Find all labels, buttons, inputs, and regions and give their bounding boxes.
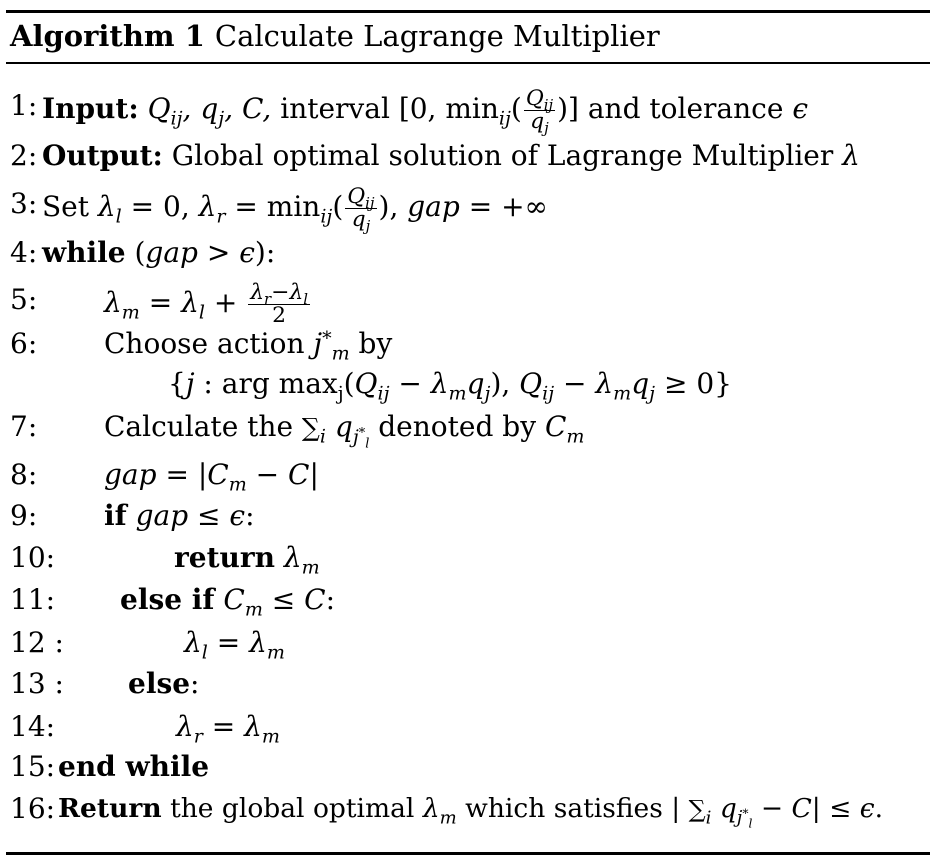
caption-rule: [6, 62, 930, 64]
algorithm-line-assign-right: [176, 709, 280, 748]
line-number: 5:: [10, 283, 38, 316]
line-text: denoted by: [378, 410, 537, 443]
math-expression: $C_m$: [544, 410, 585, 448]
line-number: 3:: [10, 187, 38, 220]
math-expression: λ: [842, 139, 860, 172]
line-text: Global optimal solution of Lagrange Multiplier: [171, 139, 834, 172]
algorithm-line-choose: [104, 326, 393, 365]
math-expression: $\lambda_l = 0$, $\lambda_r = \min_{ij}$( $\frac{Q_{ij}}{q_j}$ ), gap = +∞: [97, 184, 548, 236]
math-expression: $C_m \le C$:: [223, 583, 335, 621]
line-number: 7:: [10, 410, 38, 443]
algorithm-line-if: [104, 498, 255, 534]
line-text: Calculate the: [104, 410, 294, 443]
algorithm-line-midpoint: [104, 282, 312, 327]
line-text: by: [358, 327, 393, 360]
algorithm-line-calculate: [104, 409, 585, 452]
algorithm-line-else-if: [120, 582, 335, 621]
line-text: Choose action: [104, 327, 305, 360]
math-expression: (gap > ϵ):: [134, 236, 276, 269]
keyword-input: Input:: [42, 91, 139, 125]
line-number: 8:: [10, 458, 38, 491]
algorithm-line-set: [42, 184, 548, 236]
keyword-return-cap: Return: [58, 793, 162, 824]
keyword-if: if: [104, 499, 127, 532]
math-expression: {j : arg $\max_j(Q_{ij} - \lambda_mq_j)$, $Q_{ij} - \lambda_mq_j \ge 0$}: [168, 367, 732, 405]
algorithm-line-gap: [104, 457, 319, 496]
line-number: 1:: [10, 89, 38, 122]
keyword-return: return: [174, 541, 275, 574]
line-number: 9:: [10, 499, 38, 532]
line-number: 6:: [10, 327, 38, 360]
line-number: 10:: [10, 541, 56, 574]
math-expression: | $\sum_i$ $q_{j^*_l} - C| \le \epsilon$.: [671, 793, 884, 831]
line-text: the global optimal: [170, 793, 415, 824]
bottom-rule: [6, 852, 930, 855]
math-expression: $\lambda_m$: [283, 541, 320, 579]
line-text: which satisfies: [465, 793, 663, 824]
algorithm-line-return: [174, 540, 320, 579]
math-expression: ϵ: [792, 91, 809, 125]
math-expression: [0, $\min_{ij}$( $\frac{Q_{ij}}{q_j}$ )]: [398, 86, 579, 138]
algorithm-line-final-return: [58, 791, 884, 831]
algorithm-line-while: [42, 235, 275, 271]
algorithm-caption: [10, 16, 660, 56]
math-expression: gap = $|C_m - C|$: [104, 458, 319, 496]
algorithm-line-output: [42, 138, 860, 174]
math-expression: gap ≤ ϵ:: [135, 499, 255, 532]
line-number: 15:: [10, 750, 56, 783]
keyword-while: while: [42, 236, 126, 269]
math-expression: $j^*_m$: [313, 327, 350, 365]
top-rule: [6, 10, 930, 13]
line-number: 4:: [10, 236, 38, 269]
line-text: and tolerance: [587, 91, 784, 125]
keyword-end-while: end while: [58, 750, 210, 783]
line-number: 14:: [10, 710, 56, 743]
line-text: Set: [42, 189, 90, 223]
line-number: 11:: [10, 583, 56, 616]
keyword-else: else: [128, 667, 191, 700]
algorithm-line-assign-left: [184, 625, 285, 664]
keyword-output: Output:: [42, 139, 163, 172]
algorithm-line-end-while: [58, 749, 209, 785]
algorithm-line-argmax: [168, 366, 732, 405]
math-expression: $\lambda_m$: [422, 793, 457, 829]
line-number: 2:: [10, 139, 38, 172]
algorithm-line-else: else:: [128, 667, 200, 700]
algorithm-line-input: [42, 86, 809, 138]
algorithm-title: Calculate Lagrange Multiplier: [214, 19, 660, 53]
line-number: 16:: [10, 792, 56, 825]
math-expression: $Q_{ij}$, $q_j$, C,: [147, 91, 272, 130]
algorithm-label: Algorithm 1: [10, 19, 205, 53]
line-text: interval: [280, 91, 390, 125]
math-expression: $\lambda_m = \lambda_l$ + $\frac{\lambda_r-\lambda_l}{2}$: [104, 280, 309, 328]
math-expression: $\sum_i$ $q_{j^*_l}$: [301, 410, 370, 452]
line-number: 12 :: [10, 626, 64, 659]
line-number: 13 :: [10, 667, 64, 700]
math-expression: $\lambda_r = \lambda_m$: [176, 710, 280, 748]
keyword-else-if: else if: [120, 583, 215, 616]
math-expression: $\lambda_l = \lambda_m$: [184, 626, 285, 664]
